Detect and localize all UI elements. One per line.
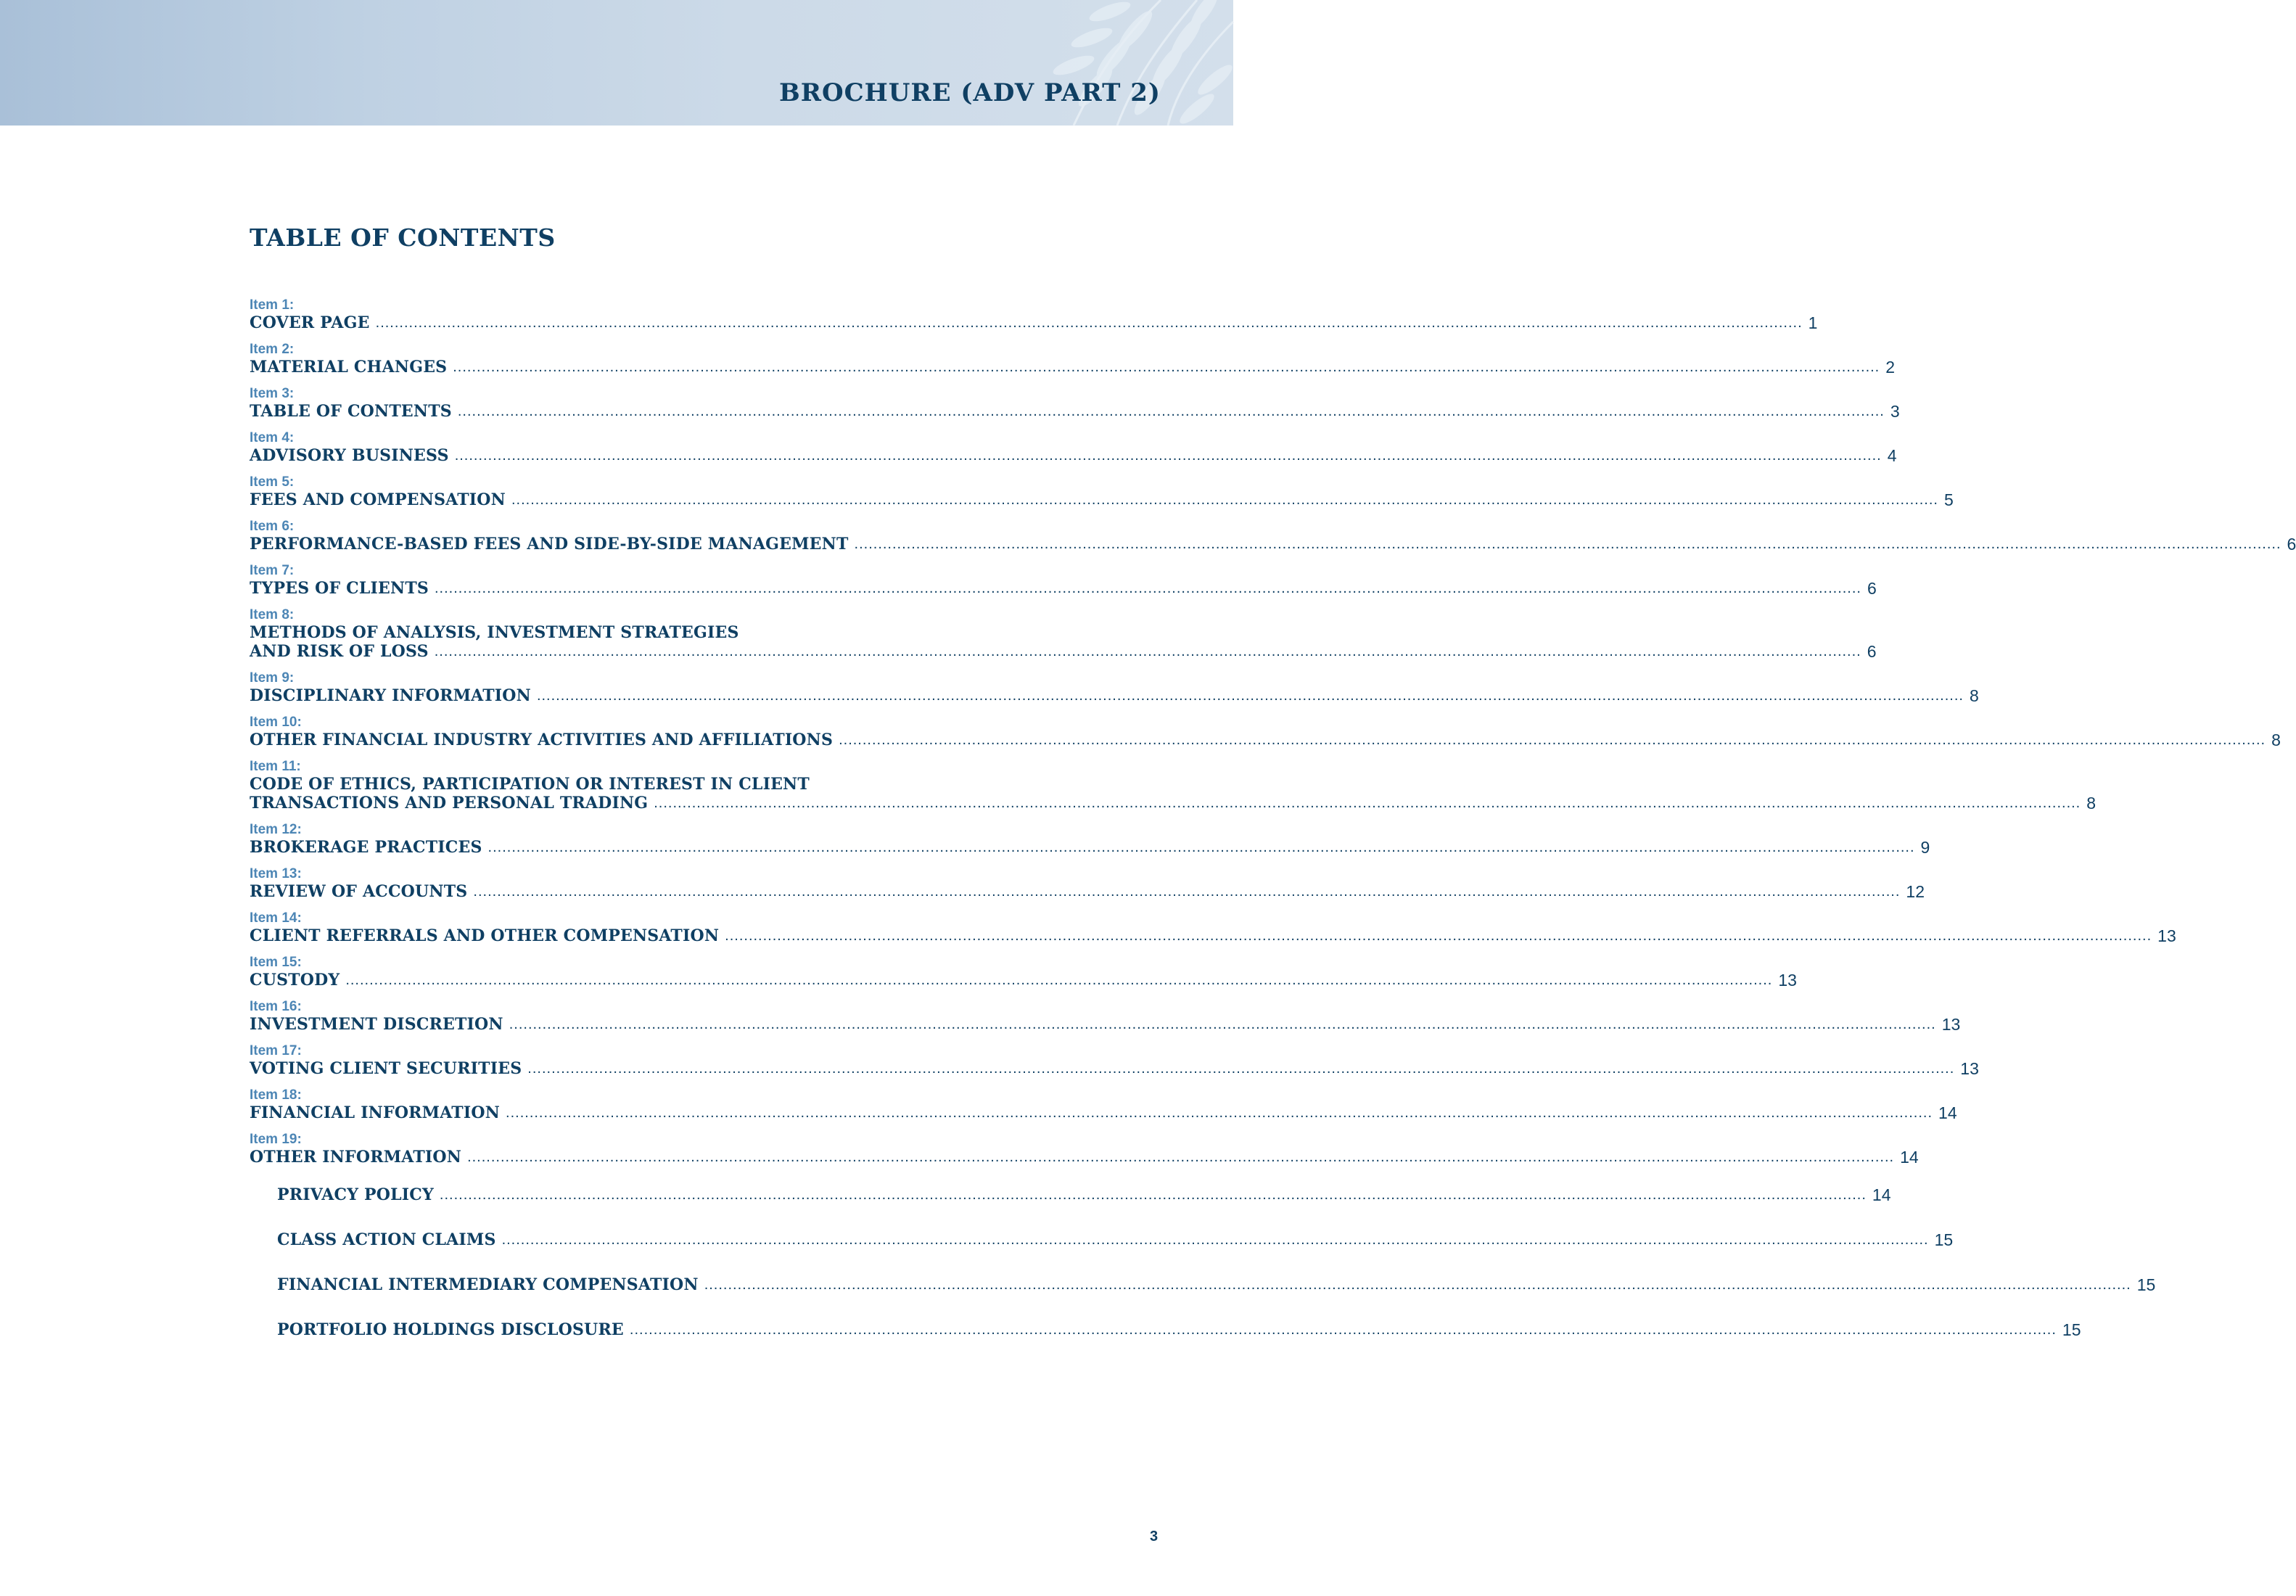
dot-leader: ............................................................................................................................................................................................................................................................................................................ [439, 1187, 1867, 1203]
toc-entry[interactable] [250, 563, 1877, 598]
toc-entry[interactable] [250, 910, 2176, 945]
toc-entry[interactable] [250, 430, 1897, 465]
item-title: TRANSACTIONS AND PERSONAL TRADING [250, 794, 649, 813]
toc-sub-items [250, 1185, 2156, 1339]
dot-leader: ............................................................................................................................................................................................................................................................................................................ [453, 359, 1880, 375]
toc-entry[interactable] [250, 759, 2097, 813]
dot-leader: ............................................................................................................................................................................................................................................................................................................ [473, 884, 1901, 900]
item-page: 13 [2157, 926, 2176, 945]
dot-leader: ............................................................................................................................................................................................................................................................................................................ [345, 972, 1773, 988]
dot-leader: ............................................................................................................................................................................................................................................................................................................ [487, 839, 1915, 855]
toc-entry[interactable] [250, 670, 1979, 705]
item-label: Item 2: [250, 342, 295, 357]
dot-leader: ............................................................................................................................................................................................................................................................................................................ [629, 1322, 2057, 1338]
toc-sub-entry[interactable] [277, 1185, 1891, 1204]
toc-entry[interactable] [250, 999, 1961, 1034]
item-label: Item 17: [250, 1043, 302, 1058]
toc-entry[interactable] [250, 607, 1877, 661]
dot-leader: ............................................................................................................................................................................................................................................................................................................ [457, 403, 1885, 419]
item-title: AND RISK OF LOSS [250, 642, 429, 661]
toc-entry[interactable] [250, 342, 1896, 377]
item-title: INVESTMENT DISCRETION [250, 1015, 503, 1034]
item-label: Item 5: [250, 474, 295, 490]
dot-leader: ............................................................................................................................................................................................................................................................................................................ [506, 1105, 1933, 1121]
item-title: COVER PAGE [250, 313, 370, 332]
item-page: 13 [1941, 1015, 1961, 1034]
dot-leader: ............................................................................................................................................................................................................................................................................................................ [509, 1016, 1936, 1032]
item-page: 14 [1938, 1103, 1957, 1122]
item-title: TYPES OF CLIENTS [250, 579, 429, 598]
dot-leader: ............................................................................................................................................................................................................................................................................................................ [434, 580, 1861, 596]
toc-sub-entry[interactable] [277, 1275, 2156, 1294]
item-label: Item 8: [250, 607, 295, 622]
item-page: 1 [1808, 313, 1818, 332]
item-label: Item 1: [250, 297, 295, 313]
item-title: REVIEW OF ACCOUNTS [250, 882, 468, 901]
item-label: Item 14: [250, 910, 302, 926]
dot-leader: ............................................................................................................................................................................................................................................................................................................ [501, 1232, 1929, 1248]
toc-sub-entry[interactable] [277, 1230, 1954, 1249]
item-page: 12 [1906, 882, 1925, 901]
sub-item-page: 15 [1934, 1230, 1954, 1249]
item-title: CLIENT REFERRALS AND OTHER COMPENSATION [250, 926, 720, 945]
item-page: 14 [1900, 1148, 1919, 1167]
toc-entry[interactable] [250, 1132, 1919, 1167]
item-page: 9 [1920, 838, 1930, 857]
item-page: 6 [1867, 579, 1877, 598]
item-label: Item 13: [250, 866, 302, 881]
item-page: 6 [2287, 535, 2296, 554]
item-title: TABLE OF CONTENTS [250, 402, 452, 421]
sub-item-title: PORTFOLIO HOLDINGS DISCLOSURE [277, 1320, 624, 1339]
item-page: 13 [1960, 1059, 1979, 1078]
item-title: OTHER FINANCIAL INDUSTRY ACTIVITIES AND AFFILIATIONS [250, 731, 834, 749]
dot-leader: ............................................................................................................................................................................................................................................................................................................ [704, 1277, 2131, 1293]
dot-leader: ............................................................................................................................................................................................................................................................................................................ [467, 1149, 1895, 1165]
item-title: OTHER INFORMATION [250, 1148, 462, 1167]
sub-item-title: PRIVACY POLICY [277, 1185, 434, 1204]
toc-entry[interactable] [250, 386, 1900, 421]
toc-heading: TABLE OF CONTENTS [250, 223, 556, 252]
sub-item-title: CLASS ACTION CLAIMS [277, 1230, 496, 1249]
sub-item-page: 15 [2136, 1275, 2156, 1294]
item-title: DISCIPLINARY INFORMATION [250, 686, 531, 705]
item-label: Item 9: [250, 670, 295, 686]
dot-leader: ............................................................................................................................................................................................................................................................................................................ [527, 1061, 1955, 1077]
dot-leader: ............................................................................................................................................................................................................................................................................................................ [839, 732, 2266, 748]
dot-leader: ............................................................................................................................................................................................................................................................................................................ [434, 643, 1861, 659]
item-page: 8 [1969, 686, 1979, 705]
item-label: Item 18: [250, 1087, 302, 1103]
toc-entry[interactable] [250, 866, 1925, 901]
item-label: Item 7: [250, 563, 295, 578]
toc-entry[interactable] [250, 715, 2281, 749]
item-page: 8 [2086, 794, 2097, 813]
item-label: Item 15: [250, 955, 302, 970]
item-title: VOTING CLIENT SECURITIES [250, 1059, 522, 1078]
toc-entry[interactable] [250, 955, 1797, 990]
dot-leader: ............................................................................................................................................................................................................................................................................................................ [854, 536, 2281, 552]
item-title: ADVISORY BUSINESS [250, 446, 449, 465]
header-banner [0, 0, 1233, 126]
item-label: Item 10: [250, 715, 302, 730]
item-page: 6 [1867, 642, 1877, 661]
toc-entry[interactable] [250, 519, 2296, 554]
item-label: Item 3: [250, 386, 295, 401]
toc-entry[interactable] [250, 474, 1954, 509]
item-label: Item 19: [250, 1132, 302, 1147]
brochure-title: BROCHURE (ADV PART 2) [778, 78, 1161, 107]
sub-item-page: 15 [2062, 1320, 2081, 1339]
toc-entry[interactable] [250, 822, 1930, 857]
item-label: Item 16: [250, 999, 302, 1014]
dot-leader: ............................................................................................................................................................................................................................................................................................................ [725, 928, 2152, 944]
item-page: 3 [1890, 402, 1900, 421]
item-title-line1: METHODS OF ANALYSIS, INVESTMENT STRATEGIES [250, 623, 739, 642]
item-label: Item 11: [250, 759, 301, 774]
item-title: FINANCIAL INFORMATION [250, 1103, 501, 1122]
sub-item-title: FINANCIAL INTERMEDIARY COMPENSATION [277, 1275, 699, 1294]
item-page: 5 [1943, 490, 1954, 509]
item-title: MATERIAL CHANGES [250, 358, 448, 377]
item-title: FEES AND COMPENSATION [250, 490, 506, 509]
item-title: BROKERAGE PRACTICES [250, 838, 482, 857]
item-page: 2 [1885, 358, 1896, 377]
toc-entry[interactable] [250, 297, 1818, 332]
toc-entry[interactable] [250, 1043, 1979, 1078]
dot-leader: ............................................................................................................................................................................................................................................................................................................ [536, 688, 1964, 704]
item-page: 13 [1778, 971, 1797, 990]
toc-entry[interactable] [250, 1087, 1957, 1122]
item-page: 8 [2271, 731, 2281, 749]
page-number: 3 [1150, 1529, 1159, 1544]
item-page: 4 [1887, 446, 1897, 465]
toc-sub-entry[interactable] [277, 1320, 2081, 1339]
table-of-contents [250, 297, 2296, 1365]
item-title: CUSTODY [250, 971, 340, 990]
item-label: Item 4: [250, 430, 295, 445]
item-title: PERFORMANCE-BASED FEES AND SIDE-BY-SIDE MANAGEMENT [250, 535, 849, 554]
sub-item-page: 14 [1872, 1185, 1891, 1204]
item-title-line1: CODE OF ETHICS, PARTICIPATION OR INTEREST IN CLIENT [250, 775, 810, 794]
dot-leader: ............................................................................................................................................................................................................................................................................................................ [511, 492, 1938, 508]
dot-leader: ............................................................................................................................................................................................................................................................................................................ [654, 795, 2081, 811]
item-label: Item 12: [250, 822, 302, 837]
dot-leader: ............................................................................................................................................................................................................................................................................................................ [375, 315, 1803, 331]
item-label: Item 6: [250, 519, 295, 534]
dot-leader: ............................................................................................................................................................................................................................................................................................................ [454, 448, 1882, 464]
